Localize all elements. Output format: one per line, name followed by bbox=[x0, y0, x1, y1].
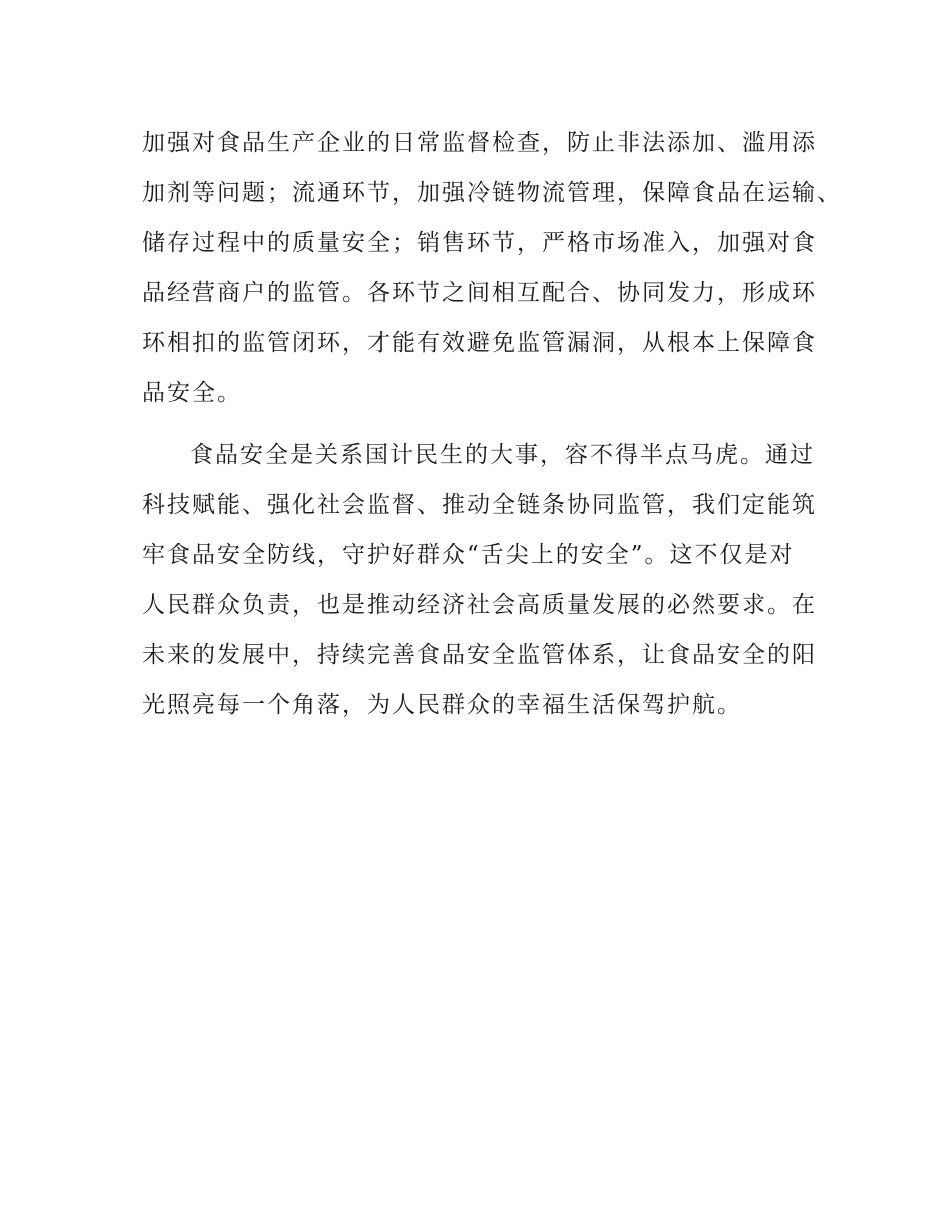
text-line: 品安全。 bbox=[142, 380, 242, 406]
text-line: 科技赋能、强化社会监督、推动全链条协同监管，我们定能筑 bbox=[142, 492, 817, 518]
text-line: 环相扣的监管闭环，才能有效避免监管漏洞，从根本上保障食 bbox=[142, 330, 817, 356]
text-line: 品经营商户的监管。各环节之间相互配合、协同发力，形成环 bbox=[142, 280, 817, 306]
text-line: 加强对食品生产企业的日常监督检查，防止非法添加、滥用添 bbox=[142, 130, 817, 156]
text-line: 储存过程中的质量安全；销售环节，严格市场准入，加强对食 bbox=[142, 230, 817, 256]
text-line: 加剂等问题；流通环节，加强冷链物流管理，保障食品在运输、 bbox=[142, 180, 842, 206]
paragraph-conclusion bbox=[142, 430, 817, 730]
text-line: 未来的发展中，持续完善食品安全监管体系，让食品安全的阳 bbox=[142, 642, 817, 668]
paragraph-supervision-chain bbox=[142, 118, 842, 418]
text-line: 牢食品安全防线，守护好群众“舌尖上的安全”。这不仅是对 bbox=[142, 542, 795, 568]
text-line: 光照亮每一个角落，为人民群众的幸福生活保驾护航。 bbox=[142, 692, 742, 718]
document-body bbox=[142, 118, 842, 730]
text-line-indented: 食品安全是关系国计民生的大事，容不得半点马虎。通过 bbox=[190, 442, 815, 468]
text-line: 人民群众负责，也是推动经济社会高质量发展的必然要求。在 bbox=[142, 592, 817, 618]
